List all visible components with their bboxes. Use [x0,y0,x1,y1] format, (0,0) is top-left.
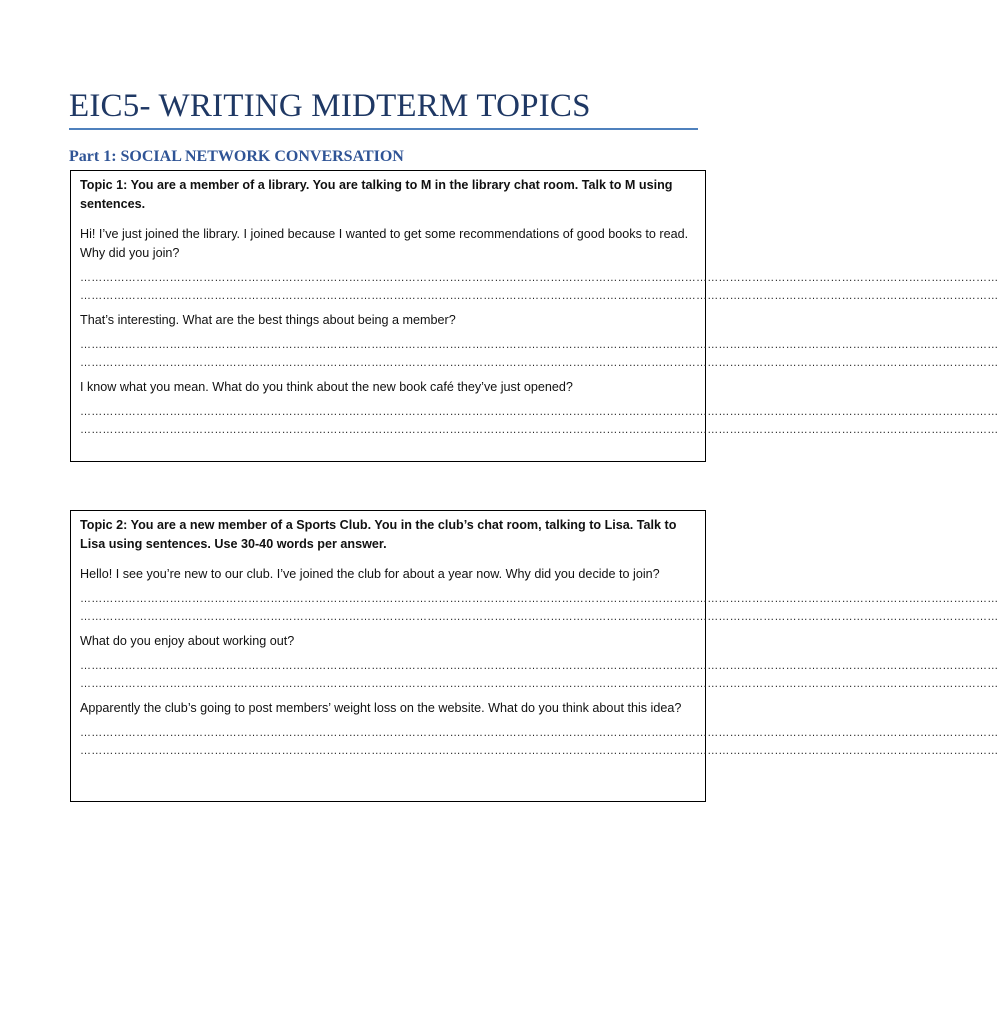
topic-1-answer-1[interactable] [80,269,998,305]
answer-line[interactable]: ………………………………………………………………………………………………………………………………………………………………………………………………………………………… [80,611,998,623]
title-underline [69,128,698,130]
topic-1-prompt: Topic 1: You are a member of a library. You are talking to M in the library chat room. Talk to M using sentences. [80,178,673,211]
topic-2-box [70,510,998,802]
topic-2-message-3: Apparently the club’s going to post members’ weight loss on the website. What do you think about this idea? [80,701,682,715]
answer-line[interactable]: ………………………………………………………………………………………………………………………………………………………………………………………………………………………… [80,357,998,369]
answer-line[interactable]: ………………………………………………………………………………………………………………………………………………………………………………………………………………………… [80,593,998,605]
topic-1-message-1: Hi! I’ve just joined the library. I joined because I wanted to get some recommendations of good books to read. Why did you join? [80,227,689,260]
answer-line[interactable]: ………………………………………………………………………………………………………………………………………………………………………………………………………………………… [80,272,998,284]
answer-line[interactable]: ………………………………………………………………………………………………………………………………………………………………………………………………………………………… [80,727,998,739]
topic-1-box [70,170,998,462]
answer-line[interactable]: ………………………………………………………………………………………………………………………………………………………………………………………………………………………… [80,406,998,418]
topic-1-message-3: I know what you mean. What do you think about the new book café they’ve just opened? [80,380,573,394]
topic-2-answer-1[interactable] [80,590,998,626]
answer-line[interactable]: ………………………………………………………………………………………………………………………………………………………………………………………………………………………… [80,678,998,690]
topic-2-message-2: What do you enjoy about working out? [80,634,295,648]
page-title: EIC5- WRITING MIDTERM TOPICS [69,88,591,124]
part-heading: Part 1: SOCIAL NETWORK CONVERSATION [69,148,404,165]
topic-2-answer-3[interactable] [80,724,998,760]
answer-line[interactable]: ………………………………………………………………………………………………………………………………………………………………………………………………………………………… [80,424,998,436]
answer-line[interactable]: ………………………………………………………………………………………………………………………………………………………………………………………………………………………… [80,745,998,757]
topic-1-answer-3[interactable] [80,403,998,439]
answer-line[interactable]: ………………………………………………………………………………………………………………………………………………………………………………………………………………………… [80,290,998,302]
topic-2-answer-2[interactable] [80,657,998,693]
topic-1-message-2: That’s interesting. What are the best things about being a member? [80,313,456,327]
topic-2-prompt: Topic 2: You are a new member of a Sports Club. You in the club’s chat room, talking to Lisa. Talk to Lisa using sentences. Use 30-40 words per answer. [80,518,677,551]
topic-1-answer-2[interactable] [80,336,998,372]
answer-line[interactable]: ………………………………………………………………………………………………………………………………………………………………………………………………………………………… [80,339,998,351]
answer-line[interactable]: ………………………………………………………………………………………………………………………………………………………………………………………………………………………… [80,660,998,672]
topic-2-message-1: Hello! I see you’re new to our club. I’ve joined the club for about a year now. Why did you decide to join? [80,567,660,581]
